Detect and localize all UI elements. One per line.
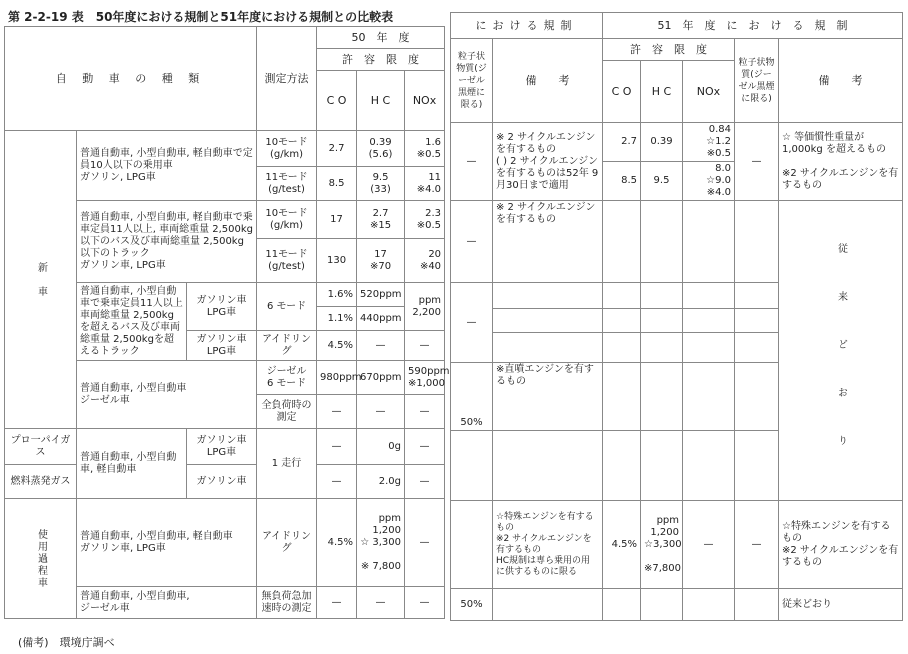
header-method: 測定方法 [257, 27, 317, 131]
r2-remarks-50: ※ 2 サイクルエンジンを有するもの [493, 201, 603, 283]
r5b-co: — [317, 465, 357, 499]
r4-vehicle: 普通自動車, 小型自動車 ジーゼル車 [77, 361, 257, 429]
header-pm-51: 粒子状物質(ジーゼル黒煙に限る) [735, 39, 779, 123]
r6-hc: ppm 1,200 ☆ 3,300 ※ 7,800 [357, 499, 405, 587]
r5a-nox: — [405, 429, 445, 465]
r7-pm-50: 50% [451, 589, 493, 621]
r1a-hc-51: 0.39 [641, 123, 683, 162]
r5b-nox: — [405, 465, 445, 499]
r3a-hc-1: 520ppm [357, 283, 405, 307]
r6-co: 4.5% [317, 499, 357, 587]
r5-vehicle: 普通自動車, 小型自動車, 軽自動車 [77, 429, 187, 499]
header-limit: 許 容 限 度 [317, 49, 445, 71]
table-title: 第 2-2-19 表 50年度における規制と51年度における規制との比較表 [8, 10, 394, 24]
r3a-method: 6 モード [257, 283, 317, 331]
remarks-same-as-before: 従 来 ど お り [779, 201, 903, 501]
r7-method: 無負荷急加速時の測定 [257, 587, 317, 619]
r4a-method: ジーゼル 6 モード [257, 361, 317, 395]
r6-remarks-50: ☆特殊エンジンを有するもの ※2 サイクルエンジンを有するもの HC規制は専ら乗用の用に供するものに限る [493, 501, 603, 589]
r6-co-51: 4.5% [603, 501, 641, 589]
r1a-co: 2.7 [317, 131, 357, 167]
r1-remarks-51: ☆ 等価慣性重量が 1,000kg を超えるもの ※2 サイクルエンジンを有するもの [779, 123, 903, 201]
header-limit-51: 許 容 限 度 [603, 39, 735, 61]
r3-vehicle: 普通自動車, 小型自動車で乗車定員11人以上車両総重量 2,500kgを超えるバス及び車両総重量 2,500kgを超えるトラック [77, 283, 187, 361]
r1-pm-51: — [735, 123, 779, 201]
r1-pm-50: — [451, 123, 493, 201]
r6-nox: — [405, 499, 445, 587]
right-table [450, 12, 903, 621]
r7-vehicle: 普通自動車, 小型自動車, ジーゼル車 [77, 587, 257, 619]
header-remarks-50: 備 考 [493, 39, 603, 123]
r3-pm-50: — [451, 283, 493, 363]
r7-nox: — [405, 587, 445, 619]
r7-hc: — [357, 587, 405, 619]
r4a-nox: 590ppm ※1,000 [405, 361, 445, 395]
r2a-nox: 2.3 ※0.5 [405, 201, 445, 239]
r5-category-propane: プロ一パイガス [5, 429, 77, 465]
r4b-method: 全負荷時の測定 [257, 395, 317, 429]
left-table [4, 26, 450, 619]
r2a-method: 10モード (g/km) [257, 201, 317, 239]
r5-category-evap: 燃料蒸発ガス [5, 465, 77, 499]
r1b-hc: 9.5 (33) [357, 167, 405, 201]
r4-remarks-50: ※直噴エンジンを有するもの [493, 363, 603, 431]
header-nox: NOx [405, 71, 445, 131]
r5b-hc: 2.0g [357, 465, 405, 499]
r2b-nox: 20 ※40 [405, 239, 445, 283]
r3a-co-2: 1.1% [317, 307, 357, 331]
r1b-nox: 11 ※4.0 [405, 167, 445, 201]
r2b-hc: 17 ※70 [357, 239, 405, 283]
r3b-hc: — [357, 331, 405, 361]
header-continued: における規制 [451, 13, 603, 39]
r3-fuel-2: ガソリン車 LPG車 [187, 331, 257, 361]
r4a-co: 980ppm [317, 361, 357, 395]
header-year-51: 51 年 度 に お け る 規 制 [603, 13, 903, 39]
r7-remarks-51: 従来どおり [779, 589, 903, 621]
r3-fuel-1: ガソリン車 LPG車 [187, 283, 257, 331]
r1a-hc: 0.39 (5.6) [357, 131, 405, 167]
r5-method: 1 走行 [257, 429, 317, 499]
r1a-nox: 1.6 ※0.5 [405, 131, 445, 167]
r1a-nox-51: 0.84 ☆1.2 ※0.5 [683, 123, 735, 162]
r2a-hc: 2.7 ※15 [357, 201, 405, 239]
r3b-co: 4.5% [317, 331, 357, 361]
r1-remarks-50: ※ 2 サイクルエンジンを有するもの ( ) 2 サイクルエンジンを有するものは52年 9 月30日まで適用 [493, 123, 603, 201]
r3a-nox: ppm 2,200 [405, 283, 445, 331]
r4a-hc: 670ppm [357, 361, 405, 395]
r3a-hc-2: 440ppm [357, 307, 405, 331]
r6-pm-51: — [735, 501, 779, 589]
footnote: (備考) 環境庁調べ [18, 636, 115, 649]
r1b-hc-51: 9.5 [641, 162, 683, 201]
r3b-nox: — [405, 331, 445, 361]
r2-pm-50: — [451, 201, 493, 283]
r1b-method: 11モード (g/test) [257, 167, 317, 201]
header-pm-50: 粒子状物質(ジーゼル黒煙に限る) [451, 39, 493, 123]
r4b-nox: — [405, 395, 445, 429]
category-used-car: 使用過程車 [5, 499, 77, 619]
category-new-car: 新 車 [5, 131, 77, 429]
r1-vehicle: 普通自動車, 小型自動車, 軽自動車で定員10人以下の乗用車 ガソリン, LPG車 [77, 131, 257, 201]
header-nox-51: NOx [683, 61, 735, 123]
r5a-hc: 0g [357, 429, 405, 465]
r4-pm-50: 50% [451, 363, 493, 431]
r1b-nox-51: 8.0 ☆9.0 ※4.0 [683, 162, 735, 201]
r6-method: アイドリング [257, 499, 317, 587]
r2a-co: 17 [317, 201, 357, 239]
r4b-co: — [317, 395, 357, 429]
r3b-method: アイドリング [257, 331, 317, 361]
header-hc: H C [357, 71, 405, 131]
r2b-method: 11モード (g/test) [257, 239, 317, 283]
r1b-co-51: 8.5 [603, 162, 641, 201]
r6-remarks-51: ☆特殊エンジンを有するもの ※2 サイクルエンジンを有するもの [779, 501, 903, 589]
header-vehicle-type: 自 動 車 の 種 類 [5, 27, 257, 131]
r1a-method: 10モード (g/km) [257, 131, 317, 167]
r5-fuel-1: ガソリン車 LPG車 [187, 429, 257, 465]
r2b-co: 130 [317, 239, 357, 283]
header-remarks-51: 備 考 [779, 39, 903, 123]
r7-co: — [317, 587, 357, 619]
r5a-co: — [317, 429, 357, 465]
r3a-co-1: 1.6% [317, 283, 357, 307]
header-hc-51: H C [641, 61, 683, 123]
header-co: C O [317, 71, 357, 131]
r6-nox-51: — [683, 501, 735, 589]
r6-vehicle: 普通自動車, 小型自動車, 軽自動車 ガソリン車, LPG車 [77, 499, 257, 587]
r2-vehicle: 普通自動車, 小型自動車, 軽自動車で乗車定員11人以上, 車両総重量 2,500kg以下のバス及び車両総重量 2,500kg以下のトラック ガソリン車, LPG車 [77, 201, 257, 283]
header-year-50: 50 年 度 [317, 27, 445, 49]
header-co-51: C O [603, 61, 641, 123]
r1a-co-51: 2.7 [603, 123, 641, 162]
r5-fuel-2: ガソリン車 [187, 465, 257, 499]
r4b-hc: — [357, 395, 405, 429]
r6-hc-51: ppm 1,200 ☆3,300 ※7,800 [641, 501, 683, 589]
r1b-co: 8.5 [317, 167, 357, 201]
